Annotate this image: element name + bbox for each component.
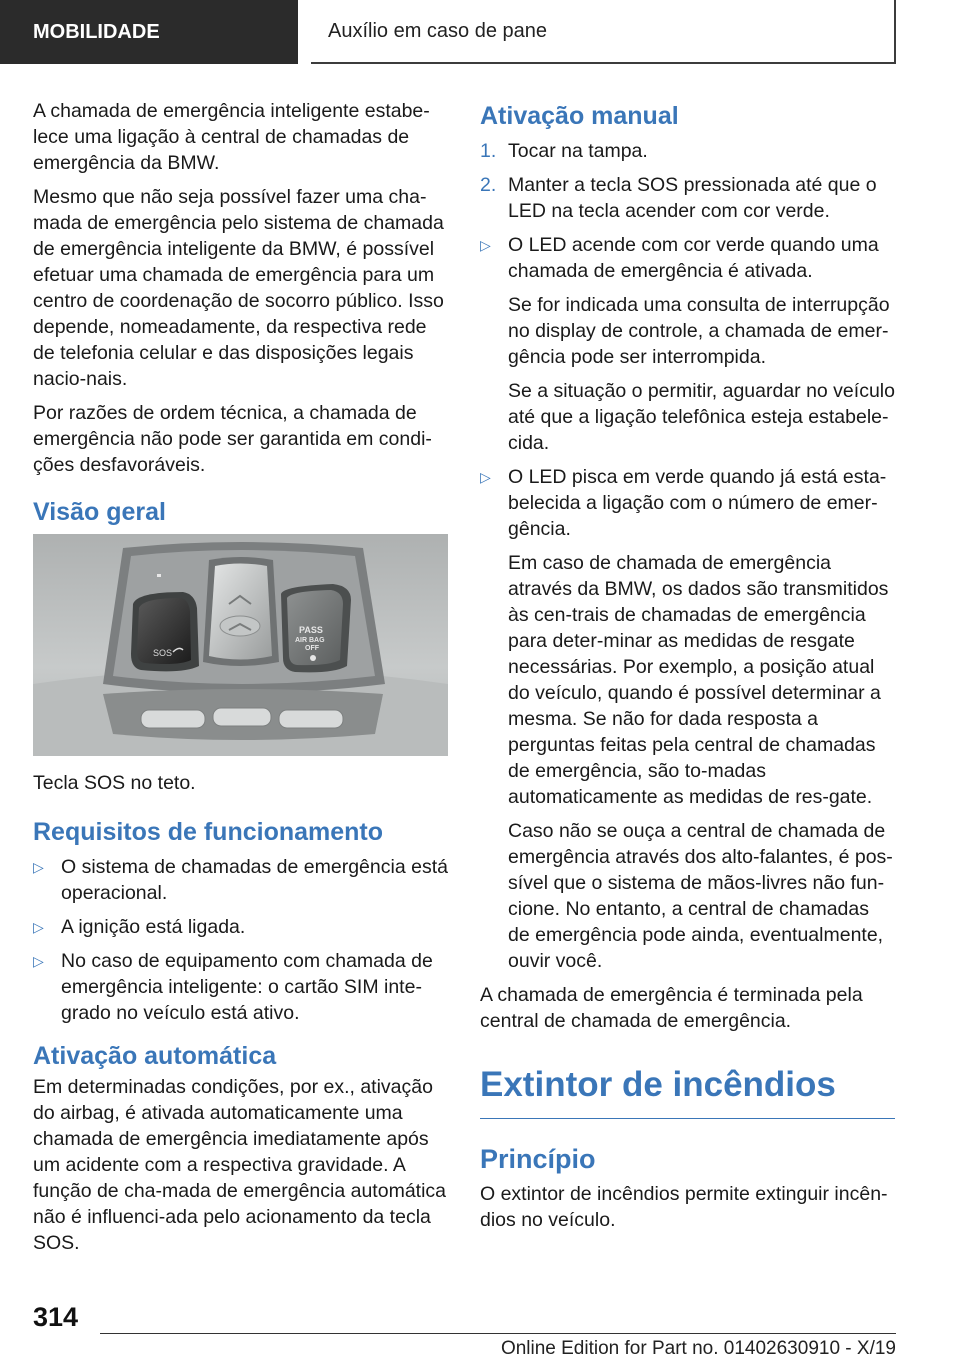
step-number: 2. [480, 174, 497, 196]
intro-paragraph: A chamada de emergência inteligente estabe-lece uma ligação à central de chamadas de emergência da BMW. [33, 100, 430, 174]
right-column [480, 100, 895, 1241]
section-title: MOBILIDADE [33, 20, 160, 43]
triangle-bullet-icon: ▷ [33, 953, 44, 969]
requirements-heading: Requisitos de funcionamento [33, 818, 384, 846]
step-number: 1. [480, 140, 497, 162]
sos-label: SOS [153, 648, 173, 658]
intro-paragraph: Mesmo que não seja possível fazer uma cha-mada de emergência pelo sistema de chamada de emergência inteligente da BMW, é possível efetuar uma chamada de emergência para um centro de coordenação de socorro público. Isso depende, nomeadamente, da respectiva rede de telefonia celular e das disposições legais nacio-nais. [33, 186, 444, 390]
overview-heading: Visão geral [33, 498, 166, 526]
intro-paragraph: Por razões de ordem técnica, a chamada de emergência não pode ser garantida em condi-ções desfavoráveis. [33, 402, 432, 476]
requirements-list [33, 854, 448, 1026]
step-item: 1. Tocar na tampa. [480, 140, 648, 162]
step-item: 2. Manter a tecla SOS pressionada até que o LED na tecla acender com cor verde. [480, 174, 877, 222]
page-number: 314 [33, 1302, 79, 1332]
list-item: ▷ O LED acende com cor verde quando uma chamada de emergência é ativada. Se for indicada uma consulta de interrupção no display de controle, a chamada de emer-gência pode ser interrompida. Se a situação o permitir, aguardar no veículo até que a ligação telefônica esteja estabele-cida. [480, 234, 895, 454]
triangle-bullet-icon: ▷ [480, 237, 491, 253]
photo-caption: Tecla SOS no teto. [33, 772, 196, 794]
led-status-list [480, 232, 895, 974]
principle-heading: Princípio [480, 1144, 596, 1174]
edition-text: Online Edition for Part no. 01402630910 - X/19 [500, 1338, 896, 1359]
triangle-bullet-icon: ▷ [480, 469, 491, 485]
heading-rule [480, 1118, 895, 1119]
steps-list [480, 138, 895, 224]
principle-text: O extintor de incêndios permite extinguir incên-dios no veículo. [480, 1183, 888, 1231]
footer-rule [100, 1333, 896, 1334]
list-item: ▷ No caso de equipamento com chamada de emergência inteligente: o cartão SIM inte-grado no veículo está ativo. [33, 950, 433, 1024]
chapter-tab [311, 0, 896, 64]
triangle-bullet-icon: ▷ [33, 919, 44, 935]
auto-activation-heading: Ativação automática [33, 1042, 277, 1070]
list-item: ▷ O LED pisca em verde quando já está esta-belecida a ligação com o número de emer-gência. Em caso de chamada de emergência através da BMW, os dados são transmitidos às cen-trais de chamadas de emergência para deter-minar as medidas de resgate necessárias. Por exemplo, a posição atual do veículo, quando é possível determinar a mesma. Se não for dada resposta a perguntas feitas pela central de chamadas de emergência, são to-madas automaticamente as medidas de res-gate. Caso não se ouça a central de chamada de emergência através dos alto-falantes, é pos-sível que o sistema de mãos-livres não fun-cione. No entanto, a central de chamadas de emergência pode ainda, eventualmente, ouvir você. [480, 466, 893, 972]
pass-label-3: OFF [305, 645, 319, 652]
extinguisher-heading: Extintor de incêndios [480, 1065, 836, 1104]
chapter-title: Auxílio em caso de pane [328, 19, 548, 42]
triangle-bullet-icon: ▷ [33, 859, 44, 875]
sos-console-illustration [33, 534, 448, 756]
end-call-text: A chamada de emergência é terminada pela central de chamada de emergência. [480, 984, 863, 1032]
section-tab [0, 0, 298, 64]
left-column [33, 98, 448, 1264]
manual-activation-heading: Ativação manual [480, 102, 679, 130]
pass-label-2: AIR BAG [295, 637, 325, 644]
pass-label-1: PASS [299, 625, 323, 635]
auto-activation-text: Em determinadas condições, por ex., ativação do airbag, é ativada automaticamente uma chamada de emergência imediatamente após um acidente com a respectiva gravidade. A função de cha-mada de emergência automática não é influenci-ada pelo acionamento da tecla SOS. [33, 1076, 447, 1254]
list-item: ▷ O sistema de chamadas de emergência está operacional. [33, 856, 448, 904]
list-item: ▷ A ignição está ligada. [33, 916, 246, 938]
sos-button-photo [33, 534, 448, 756]
